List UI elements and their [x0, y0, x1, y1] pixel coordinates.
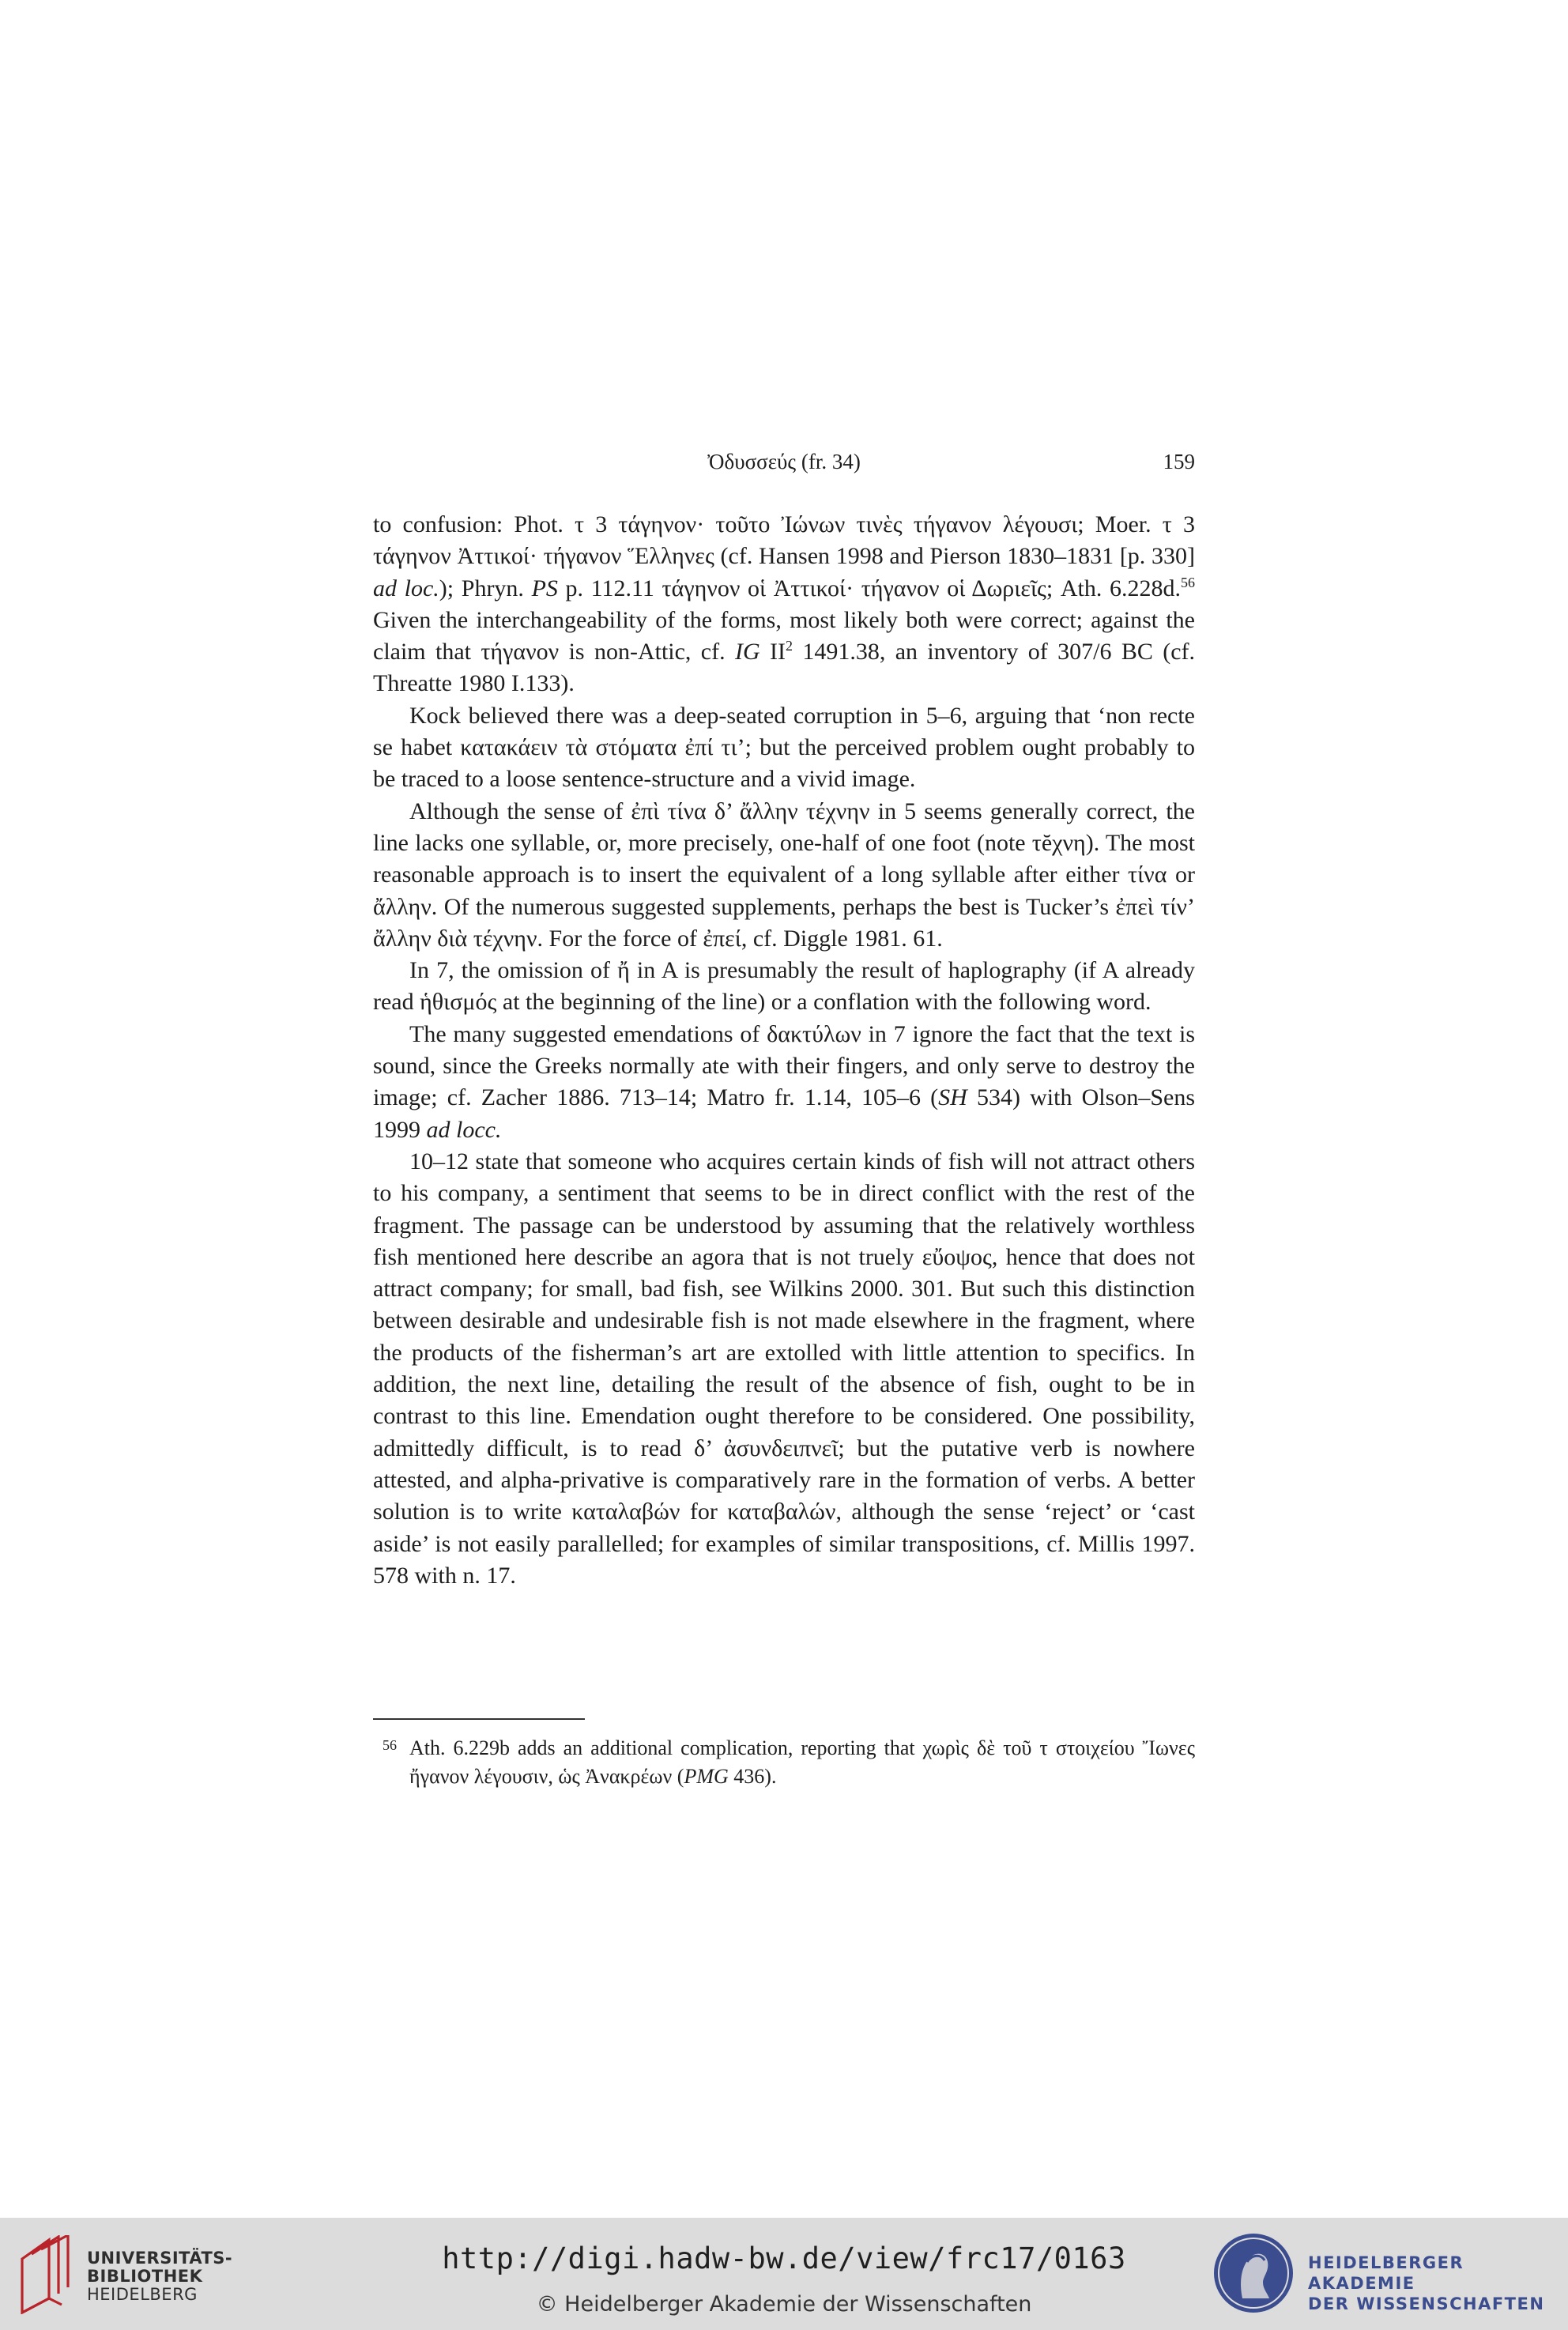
italic-run: PMG	[684, 1765, 729, 1788]
academy-seal-logo-icon[interactable]	[1211, 2230, 1296, 2316]
permalink-url[interactable]: http://digi.hadw-bw.de/view/frc17/0163	[442, 2241, 1126, 2275]
library-name-line: HEIDELBERG	[87, 2285, 198, 2304]
viewer-footer	[0, 2218, 1568, 2330]
academy-name	[1308, 2253, 1568, 2314]
text-run: 1491.38, an inventory of 307/6 BC (cf. Threatte 1980 I.133).	[373, 639, 1196, 697]
paragraph-3: Although the sense of ἐπὶ τίνα δ’ ἄλλην τέχνην in 5 seems generally correct, the line lacks one syllable, or, more precisely, one-half of one foot (note τĕχνη). The most reasonable approach is to insert the equivalent of a long syllable after either τίνα or ἄλλην. Of the numerous suggested supplements, perhaps the best is Tucker’s ἐπεὶ τίν’ ἄλλην διὰ τέχνην. For the force of ἐπεί, cf. Diggle 1981. 61.	[373, 797, 1195, 952]
italic-run: SH	[938, 1084, 967, 1111]
footnote-reference[interactable]: 56	[1181, 574, 1195, 590]
text-run: II	[760, 639, 786, 665]
paragraph-4: In 7, the omission of ἤ in A is presumably the result of haplography (if A already read ἡθισμός at the beginning of the line) or a conflation with the following word.	[373, 957, 1195, 1016]
text-run: p. 112.11 τάγηνον οἱ Ἀττικοί· τήγανον οἱ Δωριεῖς; Ath. 6.228d.	[557, 575, 1181, 601]
library-name-line: BIBLIOTHEK	[87, 2267, 203, 2286]
paragraph-1	[373, 509, 1195, 700]
italic-run: PS	[531, 575, 558, 601]
academy-name-line: HEIDELBERGER AKADEMIE	[1308, 2253, 1464, 2293]
paragraph-6: 10–12 state that someone who acquires certain kinds of fish will not attract others to his company, a sentiment that seems to be in direct conflict with the rest of the fragment. The passage can be understood by assuming that the relatively worthless fish mentioned here describe an agora that is not truely εὔοψος, hence that does not attract company; for small, bad fish, see Wilkins 2000. 301. But such this distinction between desirable and undesirable fish is not made elsewhere in the fragment, where the products of the fisherman’s art are extolled with little attention to specifics. In addition, the next line, detailing the result of the absence of fish, ought to be in contrast to this line. Emendation ought therefore to be considered. One possibility, admittedly difficult, is to read δ’ ἀσυνδειπνεῖ; but the putative verb is nowhere attested, and alpha-privative is comparatively rare in the formation of verbs. A better solution is to write καταλαβών for καταβαλών, although the sense ‘reject’ or ‘cast aside’ is not easily parallelled; for examples of similar transpositions, cf. Millis 1997. 578 with n. 17.	[373, 1148, 1195, 1589]
body-text	[373, 509, 1195, 1592]
academy-name-line: DER WISSENSCHAFTEN	[1308, 2294, 1545, 2313]
text-run: to confusion: Phot. τ 3 τάγηνον· τοῦτο Ἰώνων τινὲς τήγανον λέγουσι; Moer. τ 3 τάγηνον Ἀττικοί· τήγανον Ἕλληνες (cf. Hansen 1998 and Pierson 1830–1831 [p. 330]	[373, 511, 1195, 570]
copyright-notice: © Heidelberger Akademie der Wissenschaften	[536, 2292, 1032, 2317]
footnote-divider	[373, 1718, 585, 1720]
italic-run: IG	[734, 639, 760, 665]
text-run: Ath. 6.229b adds an additional complication, reporting that χωρὶς δὲ τοῦ τ στοιχείου Ἴωνες ἤγανον λέγουσιν, ὡς Ἀνακρέων (	[409, 1736, 1195, 1788]
text-run: The many suggested emendations of δακτύλων in 7 ignore the fact that the text is sound, since the Greeks normally ate with their fingers, and only serve to destroy the image; cf. Zacher 1886. 713–14; Matro fr. 1.14, 105–6 (	[373, 1020, 1195, 1111]
paragraph-5	[373, 1019, 1195, 1146]
italic-run: ad loc.	[373, 575, 439, 601]
italic-run: ad locc.	[426, 1116, 502, 1143]
running-head	[373, 447, 1195, 476]
text-run: 534) with Olson–Sens 1999	[373, 1084, 1195, 1143]
footnote	[383, 1734, 1195, 1791]
running-title: Ὀδυσσεύς (fr. 34)	[707, 450, 861, 473]
paragraph-2: Kock believed there was a deep-seated corruption in 5–6, arguing that ‘non recte se habet κατακάειν τὰ στόματα ἐπί τι’; but the perceived problem ought probably to be traced to a loose sentence-structure and a vivid image.	[373, 702, 1195, 793]
superscript: 2	[786, 638, 793, 654]
library-name-line: UNIVERSITÄTS-	[87, 2249, 233, 2268]
footnote-number: 56	[383, 1737, 397, 1753]
text-run: 436).	[728, 1765, 777, 1788]
text-run: Given the interchangeability of the forms, most likely both were correct; against the claim that τήγανον is non-Attic, cf.	[373, 606, 1195, 665]
text-run: ); Phryn.	[439, 575, 532, 601]
page-number: 159	[1163, 450, 1195, 473]
